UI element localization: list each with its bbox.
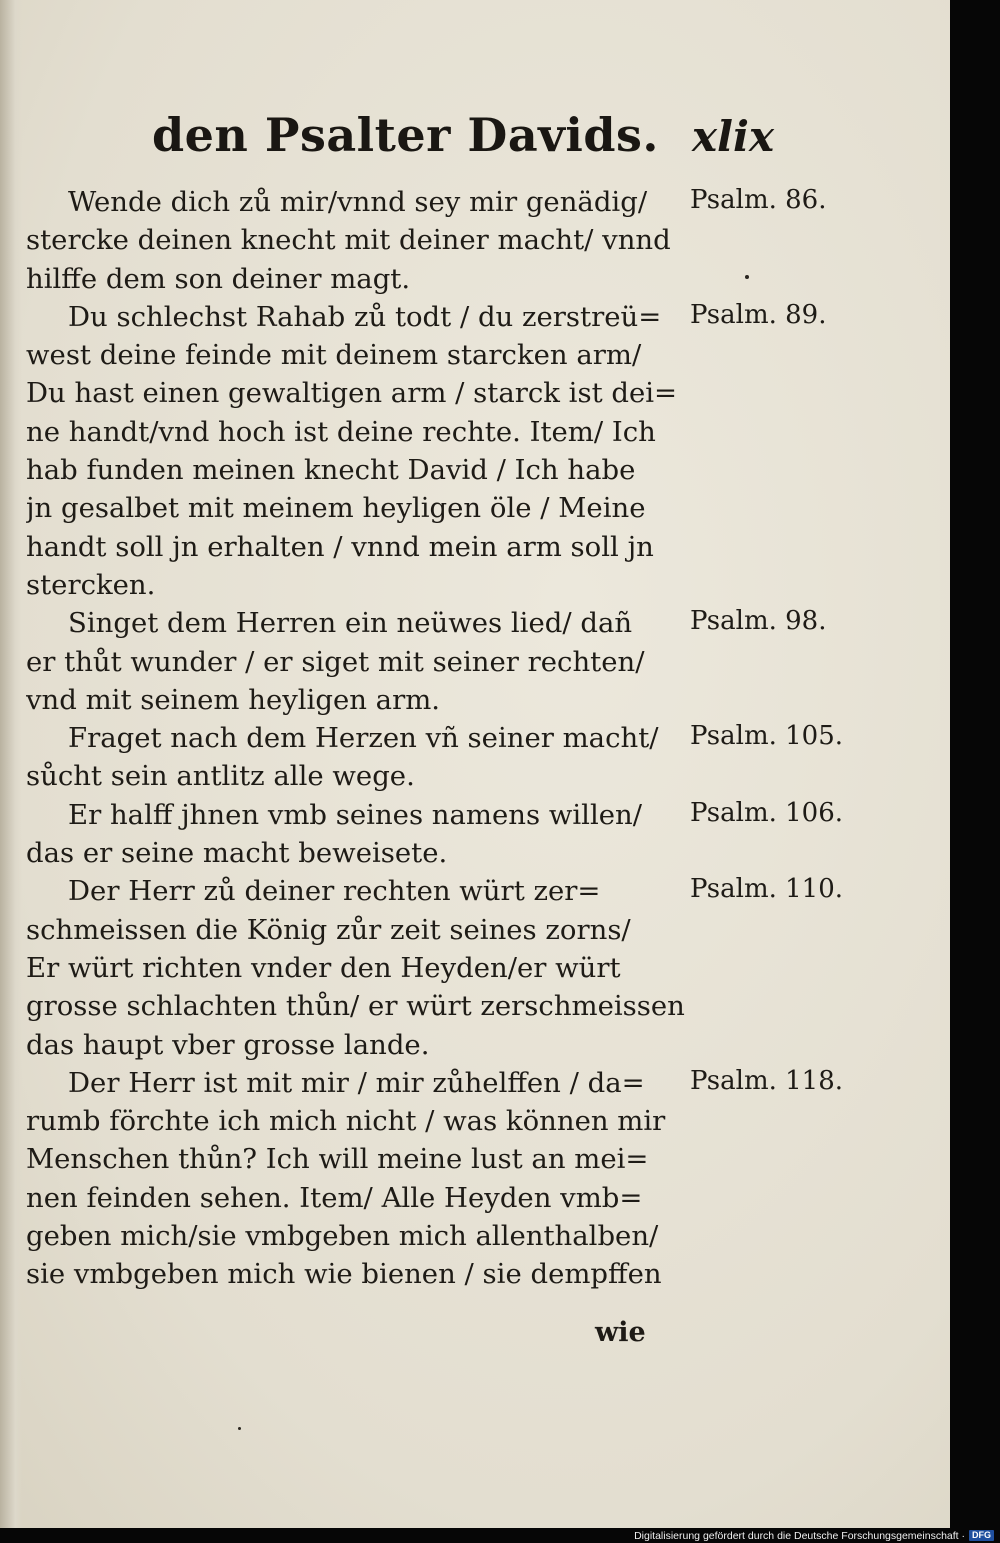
text-line: er thůt wunder / er siget mit seiner rechten/ bbox=[26, 645, 645, 678]
text-line: Er halff jhnen vmb seines namens willen/ bbox=[68, 798, 642, 831]
psalm-reference: Psalm. 118. bbox=[690, 1065, 844, 1096]
folio-number: xlix bbox=[692, 112, 774, 161]
running-title: den Psalter Davids. bbox=[152, 108, 659, 162]
text-line: west deine feinde mit deinem starcken arm/ bbox=[26, 339, 642, 372]
text-line: Du schlechst Rahab zů todt / du zerstreü= bbox=[68, 300, 662, 333]
text-line: Du hast einen gewaltigen arm / starck ist dei= bbox=[26, 377, 678, 410]
text-line: stercken. bbox=[26, 568, 156, 601]
text-line: Wende dich zů mir/vnnd sey mir genädig/ bbox=[68, 186, 648, 218]
ink-speck bbox=[238, 1427, 241, 1430]
text-line: jn gesalbet mit meinem heyligen öle / Meine bbox=[26, 492, 646, 525]
catchword: wie bbox=[595, 1317, 646, 1348]
text-line: grosse schlachten thůn/ er würt zerschmeissen bbox=[26, 990, 685, 1023]
text-line: nen feinden sehen. Item/ Alle Heyden vmb= bbox=[26, 1181, 643, 1214]
text-line: hilffe dem son deiner magt. bbox=[26, 262, 411, 295]
text-line: Fraget nach dem Herzen vñ seiner macht/ bbox=[68, 722, 659, 755]
text-line: stercke deinen knecht mit deiner macht/ vnnd bbox=[26, 224, 671, 257]
psalm-reference: Psalm. 89. bbox=[690, 299, 827, 330]
psalm-reference: Psalm. 106. bbox=[690, 797, 844, 828]
text-line: Menschen thůn? Ich will meine lust an mei= bbox=[26, 1143, 649, 1176]
text-line: Singet dem Herren ein neüwes lied/ dañ bbox=[68, 607, 633, 640]
digitization-credit bbox=[0, 1528, 1000, 1543]
psalm-reference: Psalm. 86. bbox=[690, 185, 827, 215]
text-block bbox=[26, 183, 686, 1294]
text-line: sie vmbgeben mich wie bienen / sie dempffen bbox=[26, 1258, 662, 1291]
text-line: das haupt vber grosse lande. bbox=[26, 1028, 430, 1061]
text-line: ne handt/vnd hoch ist deine rechte. Item/ Ich bbox=[26, 415, 656, 448]
psalm-reference: Psalm. 98. bbox=[690, 606, 827, 637]
psalm-reference: Psalm. 105. bbox=[690, 721, 844, 752]
margin-references bbox=[690, 0, 940, 1528]
text-line: Der Herr ist mit mir / mir zůhelffen / da= bbox=[68, 1066, 645, 1099]
text-line: geben mich/sie vmbgeben mich allenthalben/ bbox=[26, 1220, 659, 1253]
text-line: Er würt richten vnder den Heyden/er würt bbox=[26, 951, 621, 984]
psalm-reference: Psalm. 110. bbox=[690, 874, 844, 905]
text-line: sůcht sein antlitz alle wege. bbox=[26, 760, 415, 793]
dfg-logo: DFG bbox=[969, 1530, 994, 1541]
text-line: rumb förchte ich mich nicht / was können mir bbox=[26, 1105, 666, 1138]
text-line: handt soll jn erhalten / vnnd mein arm soll jn bbox=[26, 530, 654, 563]
text-line: Der Herr zů deiner rechten würt zer= bbox=[68, 875, 601, 908]
ink-speck bbox=[745, 275, 749, 279]
text-line: das er seine macht beweisete. bbox=[26, 837, 448, 870]
text-line: hab funden meinen knecht David / Ich habe bbox=[26, 454, 636, 487]
credit-text: Digitalisierung gefördert durch die Deutsche Forschungsgemeinschaft · bbox=[634, 1529, 965, 1542]
text-line: vnd mit seinem heyligen arm. bbox=[26, 683, 441, 716]
text-line: schmeissen die König zůr zeit seines zorns/ bbox=[26, 913, 631, 946]
page-gutter-shadow bbox=[0, 0, 22, 1528]
